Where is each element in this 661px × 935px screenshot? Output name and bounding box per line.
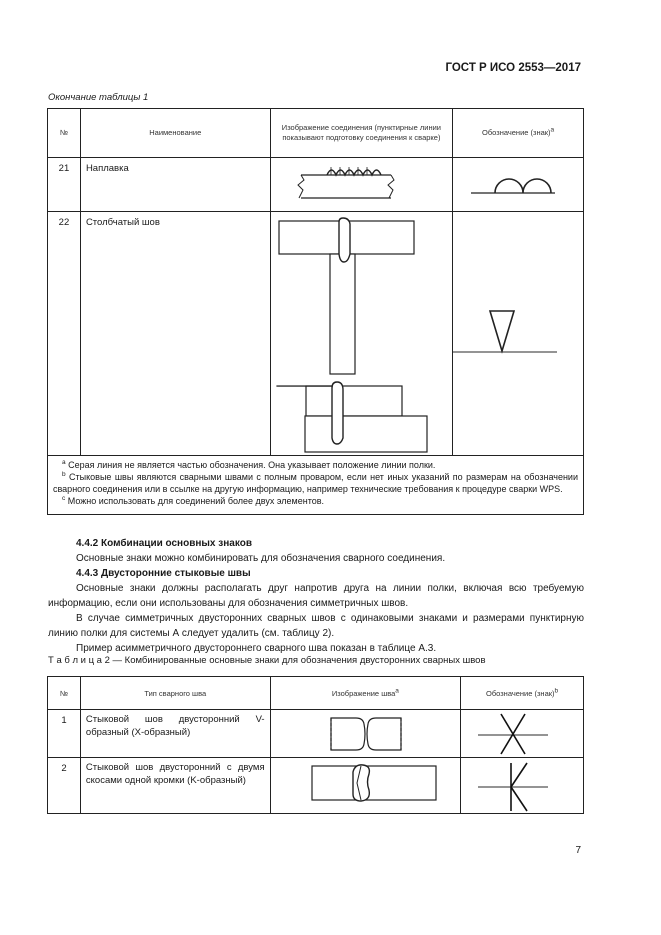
table-1: [47, 108, 584, 515]
k-weld-figure: [270, 758, 461, 814]
document-code: ГОСТ Р ИСО 2553—2017: [445, 62, 581, 74]
triangle-symbol: [453, 212, 584, 456]
table1-footnotes-row: [48, 456, 584, 515]
table-2: [47, 676, 584, 814]
heading-4-4-3: 4.4.3 Двусторонние стыковые швы: [76, 568, 251, 579]
section-text: [48, 536, 584, 656]
table2-header-name: Тип сварного шва: [80, 677, 270, 710]
table2-caption-label: Т а б л и ц а 2: [48, 655, 110, 666]
surfacing-weld-icon: [271, 158, 454, 212]
table1-header-symbol: [453, 109, 584, 158]
x-symbol: [461, 710, 584, 758]
table2-header-image-sup: a: [395, 687, 399, 694]
row-name: Стыковой шов двусторонний с двумя скосами одной кромки (K-образный): [80, 758, 270, 814]
x-symbol-icon: [461, 710, 584, 758]
table-row: [48, 758, 584, 814]
table2-header-symbol-sup: b: [554, 687, 559, 694]
footnote-mark: a: [62, 459, 66, 466]
table1-header-row: [48, 109, 584, 158]
table2-caption-text: — Комбинированные основные знаки для обозначения двусторонних сварных швов: [109, 655, 486, 666]
row-name: Столбчатый шов: [80, 212, 270, 456]
k-symbol: [461, 758, 584, 814]
table2-caption: [48, 655, 486, 666]
paragraph: В случае симметричных двусторонних сварных швов с одинаковыми знаками и размерами пунктирную линию полки для системы А следует удалить (см. таблицу 2).: [48, 613, 584, 639]
footnote-mark: c: [62, 495, 66, 503]
footnote-mark: b: [62, 471, 66, 479]
double-v-weld-figure: [270, 710, 461, 758]
row-number: 1: [48, 710, 81, 758]
row-number: 22: [48, 212, 81, 456]
stud-weld-figure: [270, 212, 453, 456]
table1-caption: Окончание таблицы 1: [48, 92, 149, 103]
paragraph: Основные знаки можно комбинировать для обозначения сварного соединения.: [76, 553, 446, 564]
footnote-text: Серая линия не является частью обозначения. Она указывает положение линии полки.: [68, 460, 436, 470]
table2-header-symbol-text: Обозначение (знак): [486, 688, 555, 698]
footnote-c: [53, 495, 578, 507]
row-name: Стыковой шов двусторонний V-образный (X-образный): [80, 710, 270, 758]
paragraph: Основные знаки должны располагать друг напротив друга на линии полки, включая всю требуемую информацию, если они использованы для обозначения симметричных швов.: [48, 583, 584, 609]
heading-4-4-2: 4.4.2 Комбинации основных знаков: [76, 538, 252, 549]
k-weld-icon: [271, 758, 462, 814]
table1-header-num: №: [48, 109, 81, 158]
table1-header-image: [270, 109, 453, 158]
surfacing-symbol: [453, 158, 584, 212]
table-row: [48, 158, 584, 212]
table-row: [48, 212, 584, 456]
page-number: 7: [575, 845, 581, 856]
table2-header-num: №: [48, 677, 81, 710]
table1-header-symbol-text: Обозначение (знак): [482, 127, 551, 137]
table1-header-name: Наименование: [80, 109, 270, 158]
stud-weld-icon: [271, 212, 454, 456]
table1-header-image-text: Изображение соединения (пунктирные линии показывают подготовку соединения к сварке): [281, 122, 441, 142]
double-v-weld-icon: [271, 710, 462, 758]
table1-header-symbol-sup: a: [550, 126, 555, 134]
surfacing-weld-figure: [270, 158, 453, 212]
footnote-text: Можно использовать для соединений более двух элементов.: [67, 496, 324, 507]
table1-footnotes: [48, 456, 584, 515]
k-symbol-icon: [461, 758, 584, 814]
table2-header-row: [48, 677, 584, 710]
footnote-b: [53, 471, 578, 495]
footnote-text: Стыковые швы являются сварными швами с полным проваром, если нет иных указаний по размерам на обозначении сварного соединения или в ссылке на другую информацию, например технические требования к процедуре сварки WPS.: [53, 472, 578, 495]
row-number: 2: [48, 758, 81, 814]
table2-header-image: [270, 677, 461, 710]
table2-header-symbol: [461, 677, 584, 710]
paragraph: Пример асимметричного двустороннего сварного шва показан в таблице А.3.: [76, 643, 437, 654]
table2-header-image-text: Изображение шва: [331, 688, 396, 698]
row-number: 21: [48, 158, 81, 212]
triangle-symbol-icon: [453, 212, 584, 456]
footnote-a: [53, 459, 578, 471]
table-row: [48, 710, 584, 758]
surfacing-symbol-icon: [453, 158, 584, 212]
row-name: Наплавка: [80, 158, 270, 212]
